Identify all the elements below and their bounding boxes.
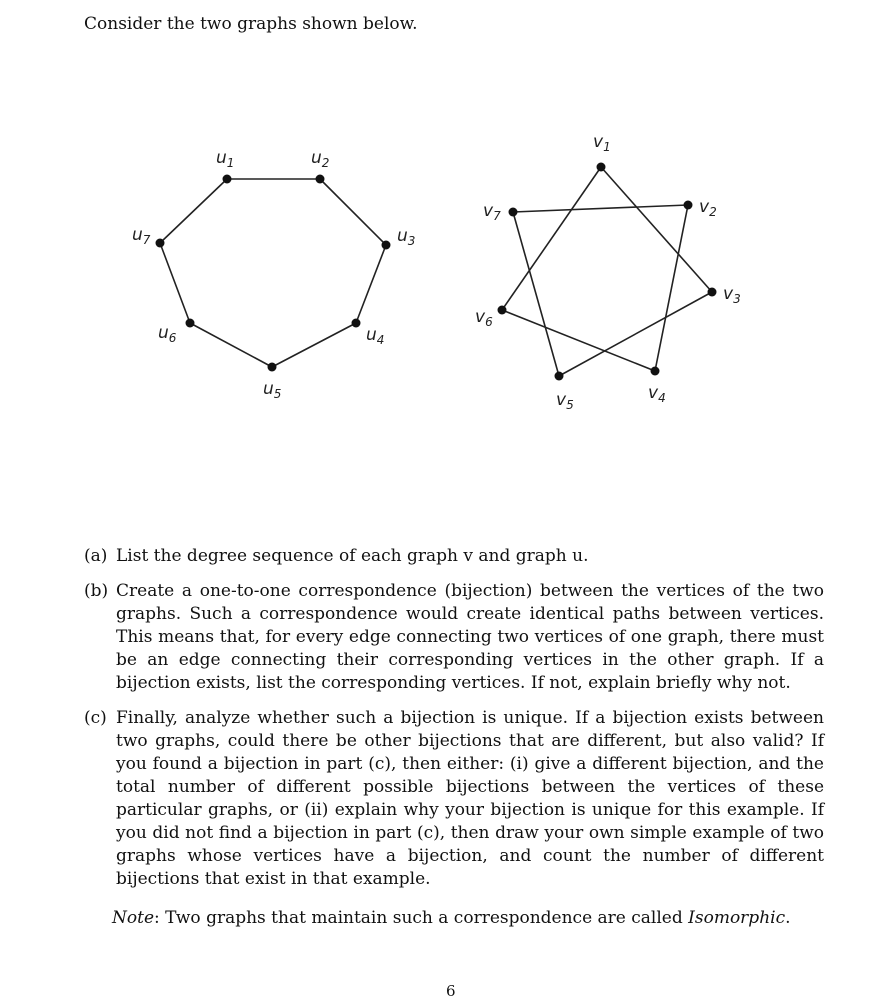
edge-u4-u5	[272, 323, 356, 367]
vertex-u5	[268, 363, 277, 372]
edge-v2-v4	[655, 205, 688, 371]
label-v1: $v_1$	[593, 132, 611, 154]
graphs-figure	[0, 0, 890, 440]
vertex-u6	[186, 319, 195, 328]
question-a-label: (a)	[84, 546, 108, 566]
graph-vertices	[156, 163, 717, 381]
edge-u7-u1	[160, 179, 227, 243]
vertex-u4	[352, 319, 361, 328]
edge-v2-v7	[513, 205, 688, 212]
vertex-v1	[597, 163, 606, 172]
label-v7: $v_7$	[483, 201, 501, 223]
note-text: : Two graphs that maintain such a correspondence are called	[154, 908, 689, 928]
label-v6: $v_6$	[475, 307, 493, 329]
question-c-label: (c)	[84, 708, 107, 728]
label-v2: $v_2$	[699, 197, 717, 219]
vertex-v3	[708, 288, 717, 297]
label-u2: $u_2$	[311, 148, 330, 170]
vertex-v7	[509, 208, 518, 217]
vertex-u2	[316, 175, 325, 184]
question-b-label: (b)	[84, 581, 109, 601]
note-label: Note	[112, 908, 155, 928]
question-a-text: List the degree sequence of each graph v and graph u.	[116, 546, 589, 566]
vertex-v5	[555, 372, 564, 381]
edge-v1-v3	[601, 167, 712, 292]
label-u1: $u_1$	[216, 148, 235, 170]
question-a	[84, 545, 824, 568]
edge-u5-u6	[190, 323, 272, 367]
note-end: .	[785, 908, 791, 928]
label-u6: $u_6$	[158, 323, 177, 345]
label-u5: $u_5$	[263, 379, 282, 401]
edge-v1-v6	[502, 167, 601, 310]
label-u3: $u_3$	[397, 226, 416, 248]
vertex-u3	[382, 241, 391, 250]
label-v4: $v_4$	[648, 383, 666, 405]
question-c	[84, 707, 824, 891]
label-v3: $v_3$	[723, 284, 741, 306]
question-b-text: Create a one-to-one correspondence (bijection) between the vertices of the two graphs. Such a correspondence would create identical paths between vertices. This means that, for every edge connecting two vertices of one graph, there must be an edge connecting their corresponding vertices in the other graph. If a bijection exists, list the corresponding vertices. If not, explain briefly why not.	[116, 581, 824, 693]
edge-u3-u4	[356, 245, 386, 323]
edge-v4-v6	[502, 310, 655, 371]
label-u7: $u_7$	[132, 225, 151, 247]
label-v5: $v_5$	[556, 390, 574, 412]
label-u4: $u_4$	[366, 325, 385, 347]
page-number: 6	[446, 982, 456, 1000]
edge-u2-u3	[320, 179, 386, 245]
note-term: Isomorphic	[688, 908, 786, 928]
vertex-v6	[498, 306, 507, 315]
question-c-text: Finally, analyze whether such a bijection is unique. If a bijection exists between two graphs, could there be other bijections that are different, but also valid? If you found a bijection in part (c), then either: (i) give a different bijection, and the total number of different possible bijections between the vertices of these particular graphs, or (ii) explain why your bijection is unique for this example. If you did not find a bijection in part (c), then draw your own simple example of two graphs whose vertices have a bijection, and count the number of different bijections that exist in that example.	[116, 708, 824, 889]
vertex-u1	[223, 175, 232, 184]
note	[112, 908, 791, 928]
question-list	[84, 545, 824, 903]
graph-u-edges	[160, 179, 386, 367]
intro-text: Consider the two graphs shown below.	[84, 14, 418, 34]
graph-v-edges	[502, 167, 712, 376]
vertex-v4	[651, 367, 660, 376]
question-b	[84, 580, 824, 695]
vertex-u7	[156, 239, 165, 248]
edge-u6-u7	[160, 243, 190, 323]
vertex-v2	[684, 201, 693, 210]
graph-labels	[132, 132, 741, 412]
